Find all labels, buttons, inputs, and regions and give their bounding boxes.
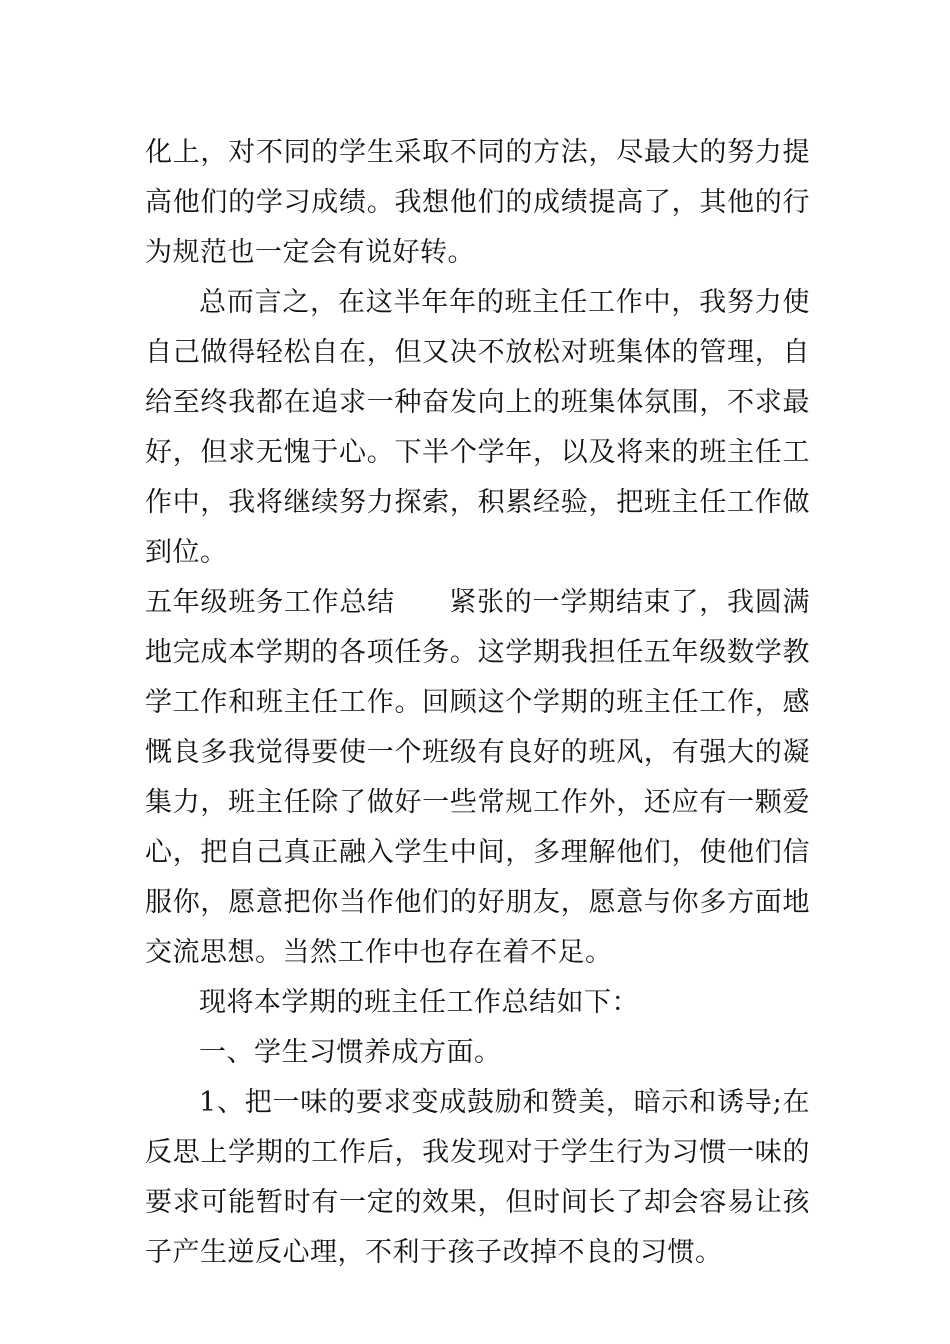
report-intro-text: 紧张的一学期结束了，我圆满地完成本学期的各项任务。这学期我担任五年级数学教学工作和班主任工作。回顾这个学期的班主任工作，感慨良多我觉得要使一个班级有良好的班风，有强大的凝集力，班主任除了做好一些常规工作外，还应有一颗爱心，把自己真正融入学生中间，多理解他们，使他们信服你，愿意把你当作他们的好朋友，愿意与你多方面地交流思想。当然工作中也存在着不足。 [145,587,811,968]
document-body [145,128,810,1278]
paragraph-continuation: 化上，对不同的学生采取不同的方法，尽最大的努力提高他们的学习成绩。我想他们的成绩提高了，其他的行为规范也一定会有说好转。 [145,137,810,268]
paragraph-summary-lead: 现将本学期的班主任工作总结如下： [199,987,639,1018]
paragraph-item-1: 1、把一味的要求变成鼓励和赞美，暗示和诱导;在反思上学期的工作后，我发现对于学生行为习惯一味的要求可能暂时有一定的效果，但时间长了却会容易让孩子产生逆反心理，不利于孩子改掉不良的习惯。 [145,1087,810,1268]
section-heading-habits: 一、学生习惯养成方面。 [199,1037,502,1068]
paragraph-summary: 总而言之，在这半年年的班主任工作中，我努力使自己做得轻松自在，但又决不放松对班集体的管理，自给至终我都在追求一种奋发向上的班集体氛围，不求最好，但求无愧于心。下半个学年，以及将来的班主任工作中，我将继续努力探索，积累经验，把班主任工作做到位。 [145,287,810,568]
paragraph-report-intro [145,578,810,978]
report-title: 五年级班务工作总结 [145,587,395,618]
